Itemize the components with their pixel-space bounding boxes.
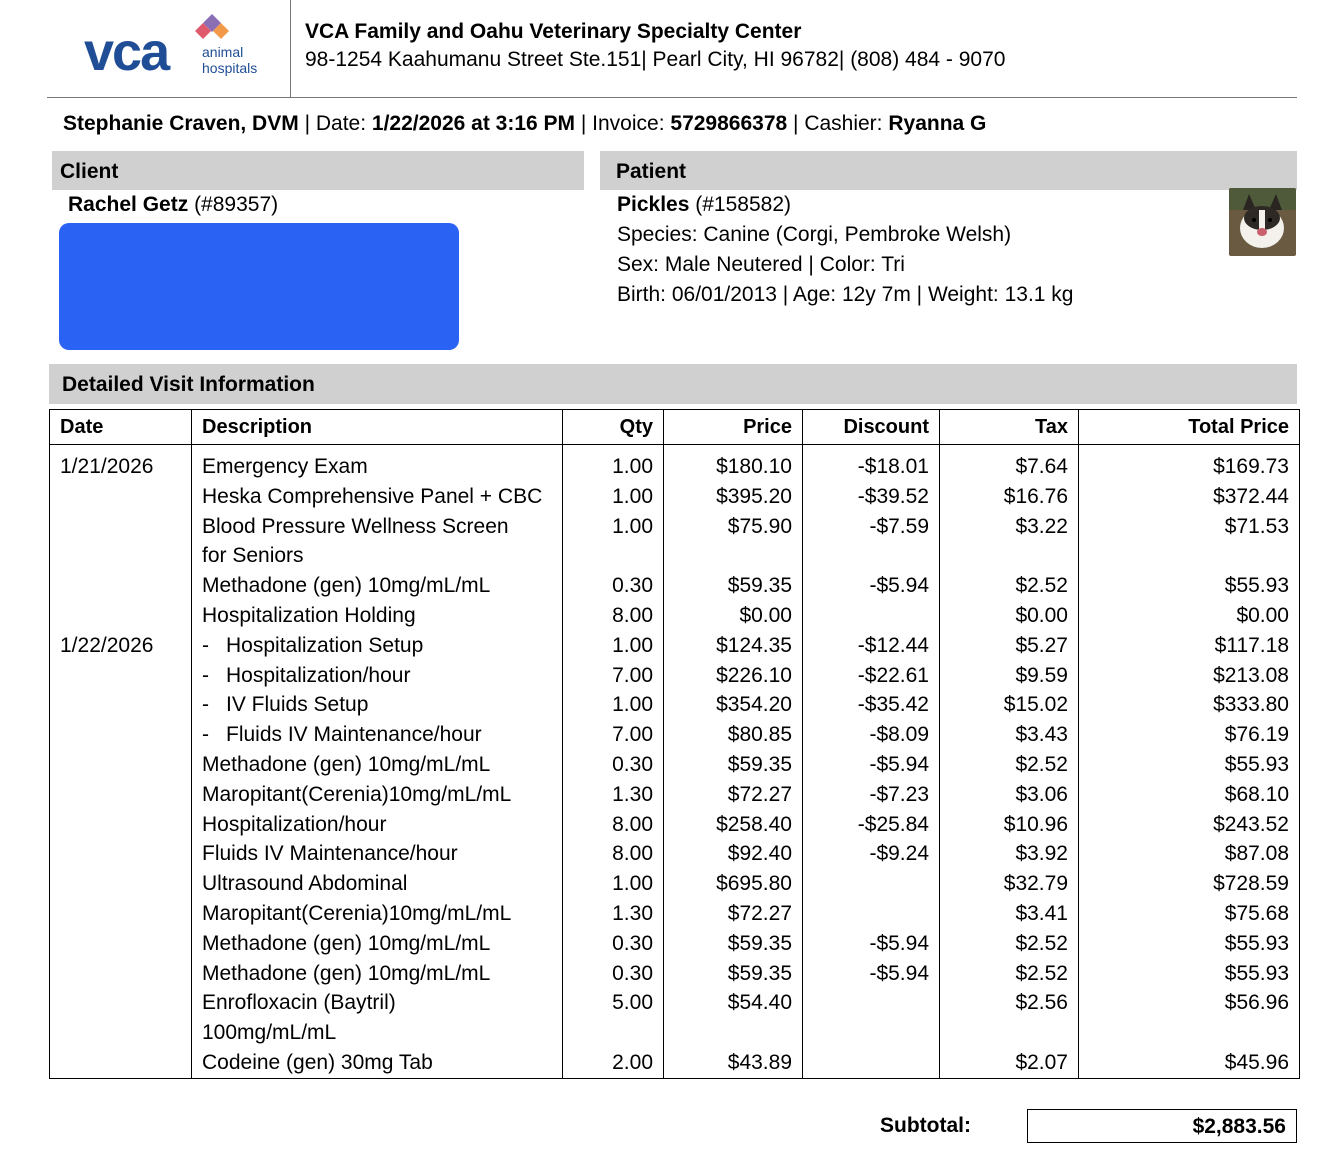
table-row: [50, 661, 1300, 691]
table-row: [50, 810, 1300, 840]
row-date: 1/21/2026: [50, 452, 192, 482]
row-tax: $2.52: [940, 571, 1079, 601]
patient-id: (#158582): [695, 193, 791, 216]
col-date: Date: [50, 410, 192, 445]
redacted-address-block: [59, 223, 459, 350]
table-row: [50, 839, 1300, 869]
row-total: $117.18: [1079, 631, 1300, 661]
row-discount: [803, 1048, 940, 1078]
table-row: [50, 482, 1300, 512]
row-price: $180.10: [664, 452, 803, 482]
row-tax: $2.56: [940, 988, 1079, 1018]
sub-item-text: Hospitalization Setup: [226, 633, 424, 657]
row-tax: $5.27: [940, 631, 1079, 661]
row-total: $213.08: [1079, 661, 1300, 691]
row-qty: 0.30: [563, 929, 664, 959]
row-description: Maropitant(Cerenia)10mg/mL/mL: [192, 780, 563, 810]
row-description: Methadone (gen) 10mg/mL/mL: [192, 571, 563, 601]
row-total: $55.93: [1079, 571, 1300, 601]
row-date: [50, 720, 192, 750]
logo-sub-line2: hospitals: [202, 60, 258, 76]
row-total: $56.96: [1079, 988, 1300, 1018]
table-row: [50, 571, 1300, 601]
client-id: (#89357): [194, 193, 279, 216]
patient-heading: Patient: [600, 151, 1297, 190]
sub-item-text: Hospitalization/hour: [226, 663, 411, 687]
sep: |: [575, 112, 593, 135]
row-date: [50, 810, 192, 840]
row-discount: [803, 601, 940, 631]
row-total: $55.93: [1079, 750, 1300, 780]
doctor-name: Stephanie Craven, DVM: [63, 112, 299, 135]
row-tax: $7.64: [940, 452, 1079, 482]
visit-date: 1/22/2026 at 3:16 PM: [371, 112, 576, 135]
sub-item-dash: -: [202, 663, 209, 687]
row-qty: 1.00: [563, 452, 664, 482]
row-discount: [803, 899, 940, 929]
row-price: $695.80: [664, 869, 803, 899]
table-body: [50, 445, 1300, 1079]
row-price: $43.89: [664, 1048, 803, 1078]
row-tax: $15.02: [940, 690, 1079, 720]
row-description: Hospitalization Holding: [192, 601, 563, 631]
sub-item-dash: -: [202, 633, 209, 657]
row-discount: -$8.09: [803, 720, 940, 750]
table-row: [50, 512, 1300, 542]
row-date: [50, 1018, 192, 1048]
visit-info-line: [63, 112, 986, 136]
cashier-name: Ryanna G: [888, 112, 987, 135]
table-row: [50, 1018, 1300, 1048]
row-tax: $10.96: [940, 810, 1079, 840]
row-description: for Seniors: [192, 541, 563, 571]
row-price: $72.27: [664, 780, 803, 810]
row-discount: -$5.94: [803, 750, 940, 780]
row-total: $76.19: [1079, 720, 1300, 750]
sub-item-dash: -: [202, 723, 209, 747]
invoice-label: Invoice:: [592, 112, 665, 135]
row-qty: 1.00: [563, 631, 664, 661]
row-discount: -$7.23: [803, 780, 940, 810]
row-total: $71.53: [1079, 512, 1300, 542]
row-discount: -$39.52: [803, 482, 940, 512]
row-description: Maropitant(Cerenia)10mg/mL/mL: [192, 899, 563, 929]
row-qty: 0.30: [563, 571, 664, 601]
header-divider: [290, 0, 291, 97]
row-total: [1079, 1018, 1300, 1048]
row-discount: -$5.94: [803, 929, 940, 959]
row-description: Enrofloxacin (Baytril): [192, 988, 563, 1018]
row-price: $59.35: [664, 959, 803, 989]
row-discount: -$9.24: [803, 839, 940, 869]
row-tax: $3.41: [940, 899, 1079, 929]
sub-item-text: IV Fluids Setup: [226, 693, 369, 717]
row-tax: $3.92: [940, 839, 1079, 869]
row-price: $59.35: [664, 929, 803, 959]
row-discount: -$5.94: [803, 571, 940, 601]
col-total: Total Price: [1079, 410, 1300, 445]
row-total: [1079, 541, 1300, 571]
col-description: Description: [192, 410, 563, 445]
row-date: [50, 512, 192, 542]
logo-sub-line1: animal: [202, 44, 244, 60]
row-date: [50, 988, 192, 1018]
row-description: Methadone (gen) 10mg/mL/mL: [192, 929, 563, 959]
row-qty: 8.00: [563, 810, 664, 840]
table-row: [50, 690, 1300, 720]
col-qty: Qty: [563, 410, 664, 445]
client-name: Rachel Getz: [68, 193, 189, 216]
row-price: $258.40: [664, 810, 803, 840]
table-row: [50, 631, 1300, 661]
row-discount: -$35.42: [803, 690, 940, 720]
subtotal-value: $2,883.56: [1027, 1109, 1297, 1143]
row-description: Methadone (gen) 10mg/mL/mL: [192, 750, 563, 780]
row-date: [50, 780, 192, 810]
row-discount: -$5.94: [803, 959, 940, 989]
row-description: 100mg/mL/mL: [192, 1018, 563, 1048]
row-description: [192, 690, 563, 720]
row-price: $75.90: [664, 512, 803, 542]
row-total: $333.80: [1079, 690, 1300, 720]
logo-diamond-icon: [194, 13, 230, 47]
row-price: $72.27: [664, 899, 803, 929]
row-discount: -$18.01: [803, 452, 940, 482]
table-row: [50, 1048, 1300, 1078]
row-discount: [803, 541, 940, 571]
patient-birth: Birth: 06/01/2013 | Age: 12y 7m | Weight: 13.1 kg: [617, 283, 1074, 306]
table-row: [50, 541, 1300, 571]
row-price: $226.10: [664, 661, 803, 691]
col-price: Price: [664, 410, 803, 445]
col-discount: Discount: [803, 410, 940, 445]
row-total: $55.93: [1079, 959, 1300, 989]
row-qty: 2.00: [563, 1048, 664, 1078]
row-qty: 1.00: [563, 512, 664, 542]
row-date: [50, 929, 192, 959]
row-date: [50, 690, 192, 720]
patient-name: Pickles: [617, 193, 690, 216]
row-total: $75.68: [1079, 899, 1300, 929]
row-qty: 0.30: [563, 750, 664, 780]
row-date: [50, 959, 192, 989]
table-row: [50, 988, 1300, 1018]
row-price: $124.35: [664, 631, 803, 661]
date-label: Date:: [315, 112, 367, 135]
patient-species: Species: Canine (Corgi, Pembroke Welsh): [617, 223, 1012, 246]
row-tax: $2.52: [940, 750, 1079, 780]
sub-item-dash: -: [202, 693, 209, 717]
row-date: [50, 750, 192, 780]
detail-heading: Detailed Visit Information: [49, 364, 1297, 404]
row-total: $169.73: [1079, 452, 1300, 482]
row-description: Methadone (gen) 10mg/mL/mL: [192, 959, 563, 989]
row-qty: 7.00: [563, 661, 664, 691]
row-description: Codeine (gen) 30mg Tab: [192, 1048, 563, 1078]
table-row: [50, 750, 1300, 780]
table-spacer: [50, 445, 1300, 453]
table-row: [50, 780, 1300, 810]
table-header-row: [50, 410, 1300, 445]
table-row: [50, 929, 1300, 959]
table-row: [50, 869, 1300, 899]
row-qty: 8.00: [563, 601, 664, 631]
row-description: [192, 661, 563, 691]
row-description: Hospitalization/hour: [192, 810, 563, 840]
row-date: [50, 899, 192, 929]
row-tax: $3.22: [940, 512, 1079, 542]
row-qty: 1.30: [563, 780, 664, 810]
invoice-number: 5729866378: [670, 112, 788, 135]
row-price: [664, 1018, 803, 1048]
line-items-table: [49, 409, 1300, 1079]
row-date: [50, 869, 192, 899]
patient-sex-color: Sex: Male Neutered | Color: Tri: [617, 253, 905, 276]
table-row: [50, 899, 1300, 929]
clinic-address: 98-1254 Kaahumanu Street Ste.151| Pearl City, HI 96782| (808) 484 - 9070: [305, 48, 1006, 71]
row-qty: 1.00: [563, 869, 664, 899]
row-total: $45.96: [1079, 1048, 1300, 1078]
row-tax: $2.52: [940, 959, 1079, 989]
sep: |: [298, 112, 316, 135]
row-tax: $2.52: [940, 929, 1079, 959]
row-total: $55.93: [1079, 929, 1300, 959]
row-qty: [563, 541, 664, 571]
header-rule: [47, 97, 1297, 98]
row-tax: $3.06: [940, 780, 1079, 810]
row-tax: $0.00: [940, 601, 1079, 631]
table-row: [50, 601, 1300, 631]
row-discount: [803, 1018, 940, 1048]
row-discount: -$12.44: [803, 631, 940, 661]
row-description: Ultrasound Abdominal: [192, 869, 563, 899]
client-heading: Client: [52, 151, 584, 190]
row-description: Fluids IV Maintenance/hour: [192, 839, 563, 869]
row-qty: 8.00: [563, 839, 664, 869]
row-qty: 7.00: [563, 720, 664, 750]
row-description: Emergency Exam: [192, 452, 563, 482]
row-date: [50, 1048, 192, 1078]
client-name-line: [68, 193, 278, 217]
row-total: $87.08: [1079, 839, 1300, 869]
row-price: $92.40: [664, 839, 803, 869]
row-date: [50, 571, 192, 601]
row-date: 1/22/2026: [50, 631, 192, 661]
row-total: $372.44: [1079, 482, 1300, 512]
pet-photo: [1229, 188, 1296, 256]
row-tax: $2.07: [940, 1048, 1079, 1078]
row-qty: 1.30: [563, 899, 664, 929]
row-price: $54.40: [664, 988, 803, 1018]
row-total: $0.00: [1079, 601, 1300, 631]
row-discount: [803, 988, 940, 1018]
cashier-label: Cashier:: [804, 112, 883, 135]
table-row: [50, 452, 1300, 482]
logo-subtitle: [202, 44, 257, 76]
clinic-name: VCA Family and Oahu Veterinary Specialty Center: [305, 20, 802, 43]
row-tax: $32.79: [940, 869, 1079, 899]
row-price: $80.85: [664, 720, 803, 750]
table-row: [50, 959, 1300, 989]
row-discount: -$7.59: [803, 512, 940, 542]
row-description: [192, 720, 563, 750]
table-row: [50, 720, 1300, 750]
row-date: [50, 541, 192, 571]
row-price: [664, 541, 803, 571]
row-discount: -$22.61: [803, 661, 940, 691]
row-qty: 0.30: [563, 959, 664, 989]
row-date: [50, 601, 192, 631]
patient-name-line: [617, 193, 791, 217]
col-tax: Tax: [940, 410, 1079, 445]
row-qty: 1.00: [563, 690, 664, 720]
row-description: Heska Comprehensive Panel + CBC: [192, 482, 563, 512]
row-price: $0.00: [664, 601, 803, 631]
row-discount: -$25.84: [803, 810, 940, 840]
row-price: $354.20: [664, 690, 803, 720]
row-date: [50, 482, 192, 512]
row-total: $728.59: [1079, 869, 1300, 899]
row-price: $59.35: [664, 750, 803, 780]
row-total: $243.52: [1079, 810, 1300, 840]
row-tax: $16.76: [940, 482, 1079, 512]
row-tax: $9.59: [940, 661, 1079, 691]
sub-item-text: Fluids IV Maintenance/hour: [226, 723, 482, 747]
row-discount: [803, 869, 940, 899]
row-date: [50, 839, 192, 869]
row-description: [192, 631, 563, 661]
row-date: [50, 661, 192, 691]
subtotal-label: Subtotal:: [880, 1114, 971, 1137]
row-price: $395.20: [664, 482, 803, 512]
logo-wordmark: vca: [84, 22, 169, 82]
row-tax: $3.43: [940, 720, 1079, 750]
row-total: $68.10: [1079, 780, 1300, 810]
row-price: $59.35: [664, 571, 803, 601]
row-description: Blood Pressure Wellness Screen: [192, 512, 563, 542]
row-qty: 1.00: [563, 482, 664, 512]
row-qty: 5.00: [563, 988, 664, 1018]
sep: |: [787, 112, 805, 135]
row-qty: [563, 1018, 664, 1048]
row-tax: [940, 1018, 1079, 1048]
row-tax: [940, 541, 1079, 571]
